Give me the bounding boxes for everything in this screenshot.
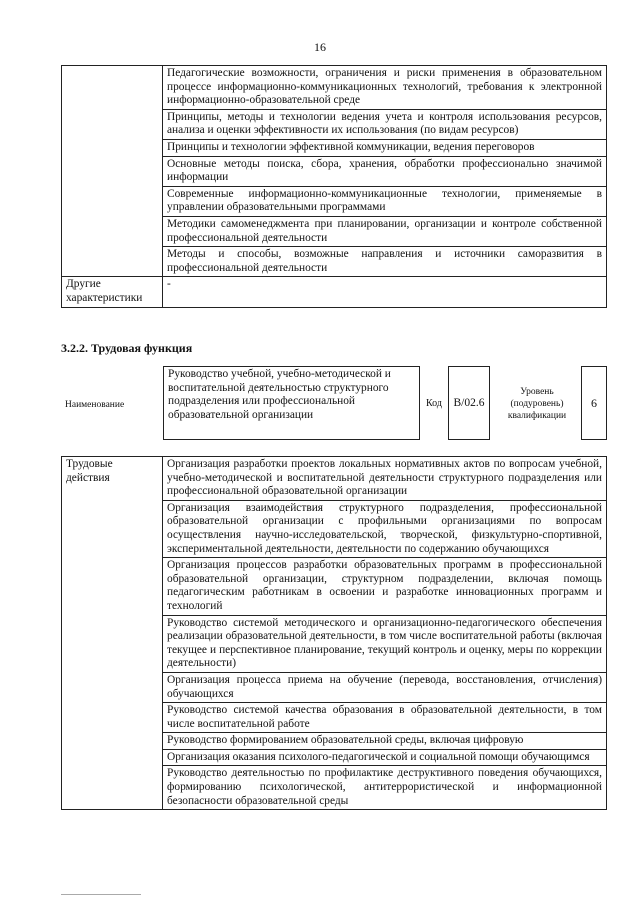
- action-item: Руководство системой методического и организационно-педагогического обеспечения реализации образовательной деятельности, в том числе воспитательной работы (включая текущее и перспективное планирование, текущий контроль и оценку, меры по коррекции деятельности): [163, 615, 607, 672]
- page-number: 16: [314, 40, 326, 54]
- action-item: Организация процессов разработки образовательных программ в профессиональной образовательной организации, структурном подразделении, включая помощь педагогическим работникам в освоении и разработке инновационных программ и технологий: [163, 558, 607, 615]
- empty-label-cell: [62, 66, 163, 277]
- knowledge-item: Основные методы поиска, сбора, хранения, обработки профессионально значимой информации: [163, 156, 607, 186]
- footer-divider: [61, 894, 141, 895]
- knowledge-item: Принципы и технологии эффективной коммуникации, ведения переговоров: [163, 139, 607, 156]
- knowledge-item: Методы и способы, возможные направления и источники саморазвития в профессиональной деятельности: [163, 247, 607, 277]
- table-row: [62, 277, 607, 307]
- level-value: 6: [581, 366, 607, 440]
- knowledge-table: [61, 65, 607, 308]
- section-heading: 3.2.2. Трудовая функция: [61, 341, 193, 355]
- code-value: В/02.6: [448, 366, 490, 440]
- knowledge-item: Методики самоменеджмента при планировании, организации и контроле собственной профессиональной деятельности: [163, 216, 607, 246]
- action-item: Организация оказания психолого-педагогической и социальной помощи обучающимся: [163, 749, 607, 766]
- actions-table: [61, 456, 607, 810]
- action-item: Руководство деятельностью по профилактике деструктивного поведения обучающихся, формированию психологической, антитеррористической и информационной безопасности образовательной среды: [163, 766, 607, 810]
- function-header: [61, 366, 607, 442]
- actions-label: Трудовые действия: [62, 457, 163, 810]
- action-item: Руководство формированием образовательной среды, включая цифровую: [163, 733, 607, 750]
- other-characteristics-label: Другие характеристики: [62, 277, 163, 307]
- table-row: [62, 66, 607, 110]
- action-item: Организация процесса приема на обучение (перевода, восстановления, отчисления) обучающихся: [163, 672, 607, 702]
- table-row: [62, 457, 607, 501]
- knowledge-item: Принципы, методы и технологии ведения учета и контроля использования ресурсов, анализа и оценки эффективности их использования (по видам ресурсов): [163, 109, 607, 139]
- code-label: Код: [426, 398, 442, 409]
- level-label: Уровень (подуровень) квалификации: [507, 387, 567, 421]
- action-item: Организация взаимодействия структурного подразделения, профессиональной образовательной организации с профильными организациями по вопросам осуществления научно-исследовательской, творческой, физкультурно-спортивной, экспериментальной деятельности, деятельности по содержанию обучающихся: [163, 500, 607, 557]
- action-item: Организация разработки проектов локальных нормативных актов по вопросам учебной, учебно-методической и воспитательной деятельности структурного подразделения или профессиональной образовательной организации: [163, 457, 607, 501]
- action-item: Руководство системой качества образования в образовательной деятельности, в том числе воспитательной работе: [163, 703, 607, 733]
- knowledge-item: Современные информационно-коммуникационные технологии, применяемые в управлении образовательными программами: [163, 186, 607, 216]
- function-name: Руководство учебной, учебно-методической и воспитательной деятельностью структурного подразделения или профессиональной образовательной организации: [163, 366, 420, 440]
- name-label: Наименование: [65, 400, 125, 410]
- other-characteristics-value: -: [163, 277, 607, 307]
- knowledge-item: Педагогические возможности, ограничения и риски применения в образовательном процессе информационно-коммуникационных технологий, требования к электронной информационно-образовательной среде: [163, 66, 607, 110]
